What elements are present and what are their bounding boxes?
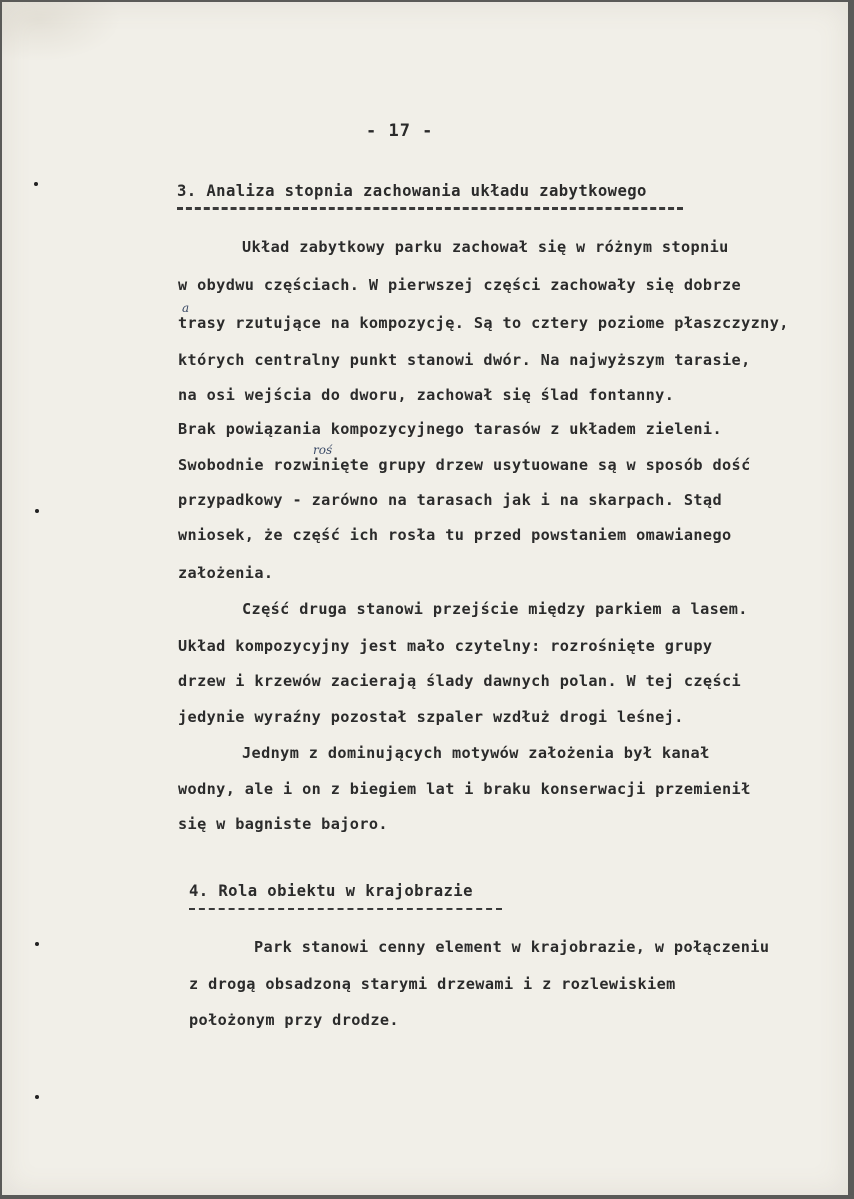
margin-mark [35,942,39,946]
paragraph-line: Park stanowi cenny element w krajobrazie, w połączeniu [254,938,770,956]
section-3-heading: 3. Analiza stopnia zachowania układu zabytkowego [177,182,647,200]
paragraph-line: których centralny punkt stanowi dwór. Na najwyższym tarasie, [178,351,751,369]
paragraph-line: Brak powiązania kompozycyjnego tarasów z układem zieleni. [178,420,722,438]
paragraph-line: Swobodnie rozwinięte grupy drzew usytuowane są w sposób dość [178,456,751,474]
paragraph-line: wniosek, że część ich rosła tu przed powstaniem omawianego [178,526,732,544]
paragraph-line: Część druga stanowi przejście między parkiem a lasem. [242,600,748,618]
paragraph-line: z drogą obsadzoną starymi drzewami i z rozlewiskiem [189,975,676,993]
paragraph-line: założenia. [178,564,274,582]
paragraph-line: drzew i krzewów zacierają ślady dawnych polan. W tej części [178,672,742,690]
paragraph-line: Układ zabytkowy parku zachował się w różnym stopniu [242,238,729,256]
paragraph-line: Układ kompozycyjny jest mało czytelny: rozrośnięte grupy [178,637,713,655]
paragraph-line: wodny, ale i on z biegiem lat i braku konserwacji przemienił [178,780,751,798]
section-3-heading-underline [177,207,683,210]
paper-stain [2,2,122,62]
paragraph-line: na osi wejścia do dworu, zachował się ślad fontanny. [178,386,675,404]
section-4-heading-underline [189,908,502,910]
section-4-heading: 4. Rola obiektu w krajobrazie [189,882,473,900]
paragraph-line: w obydwu częściach. W pierwszej części zachowały się dobrze [178,276,742,294]
page-number: - 17 - [366,121,434,141]
paragraph-line: trasy rzutujące na kompozycję. Są to cztery poziome płaszczyzny, [178,314,789,332]
paragraph-line: jedynie wyraźny pozostał szpaler wzdłuż drogi leśnej. [178,708,684,726]
paragraph-line: się w bagniste bajoro. [178,815,388,833]
handwritten-correction: roś [313,443,333,457]
paragraph-line: Jednym z dominujących motywów założenia był kanał [242,744,710,762]
margin-mark [35,1095,39,1099]
margin-mark [35,509,39,513]
handwritten-correction: a [182,301,190,315]
paragraph-line: położonym przy drodze. [189,1011,399,1029]
paragraph-line: przypadkowy - zarówno na tarasach jak i na skarpach. Stąd [178,491,722,509]
document-page [2,2,848,1195]
margin-mark [34,182,38,186]
